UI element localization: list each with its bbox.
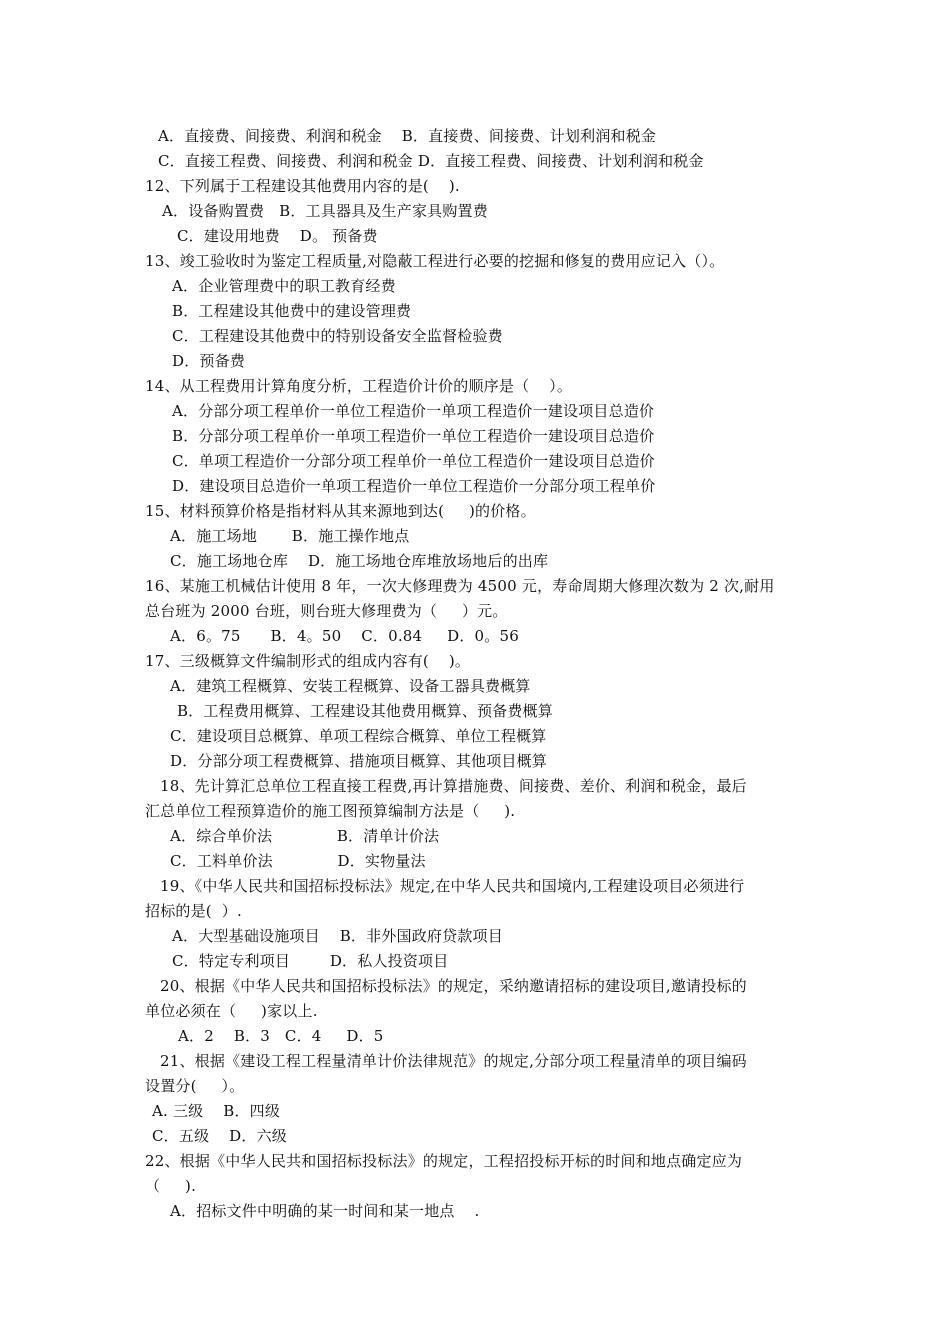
option-line-19cd: C．特定专利项目 D．私人投资项目 [172,952,449,970]
question-15: 15、材料预算价格是指材料从其来源地到达( )的价格。 [145,502,536,520]
question-20: 20、根据《中华人民共和国招标投标法》的规定，采纳邀请招标的建设项目,邀请投标的 [160,977,747,995]
option-14b: B．分部分项工程单价一单项工程造价一单位工程造价一建设项目总造价 [172,427,655,445]
question-12: 12、下列属于工程建设其他费用内容的是( ). [145,177,460,195]
question-19: 19、《中华人民共和国招标投标法》规定,在中华人民共和国境内,工程建设项目必须进行 [160,877,745,895]
option-line-18cd: C．工料单价法 D．实物量法 [170,852,426,870]
question-19-continued: 招标的是( ）. [145,902,242,920]
option-line-18ab: A．综合单价法 B．清单计价法 [170,827,440,845]
option-line-11ab: A．直接费、间接费、利润和税金 B．直接费、间接费、计划利润和税金 [158,127,657,145]
option-line-21ab: A. 三级 B．四级 [152,1102,281,1120]
option-line-21cd: C．五级 D．六级 [152,1127,287,1145]
option-13a: A．企业管理费中的职工教育经费 [172,277,396,295]
question-21: 21、根据《建设工程工程量清单计价法律规范》的规定,分部分项工程量清单的项目编码 [160,1052,747,1070]
question-17: 17、三级概算文件编制形式的组成内容有( )。 [145,652,471,670]
option-13c: C．工程建设其他费中的特别设备安全监督检验费 [172,327,503,345]
question-13: 13、竣工验收时为鉴定工程质量,对隐蔽工程进行必要的挖掘和修复的费用应记入（）。 [145,252,725,270]
question-14: 14、从工程费用计算角度分析，工程造价计价的顺序是（ ）。 [145,377,573,395]
option-line-19ab: A．大型基础设施项目 B．非外国政府贷款项目 [172,927,503,945]
option-line-15cd: C．施工场地仓库 D．施工场地仓库堆放场地后的出库 [170,552,549,570]
option-14a: A．分部分项工程单价一单位工程造价一单项工程造价一建设项目总造价 [172,402,655,420]
option-line-16: A．6。75 B．4。50 C．0.84 D．0。56 [170,627,519,645]
option-14d: D．建设项目总造价一单项工程造价一单位工程造价一分部分项工程单价 [172,477,656,495]
option-line-12cd: C．建设用地费 D。 预备费 [177,227,378,245]
question-20-continued: 单位必须在（ )家以上. [145,1002,318,1020]
question-18-continued: 汇总单位工程预算造价的施工图预算编制方法是（ ). [145,802,516,820]
option-line-15ab: A．施工场地 B．施工操作地点 [170,527,410,545]
question-21-continued: 设置分( ）。 [145,1077,245,1095]
option-line-12ab: A．设备购置费 B．工具器具及生产家具购置费 [162,202,488,220]
option-14c: C．单项工程造价一分部分项工程单价一单位工程造价一建设项目总造价 [172,452,655,470]
option-line-20: A．2 B．3 C．4 D．5 [178,1027,384,1045]
question-16: 16、某施工机械估计使用 8 年，一次大修理费为 4500 元，寿命周期大修理次数为 2 次,耐用 [145,577,775,595]
option-17d: D．分部分项工程费概算、措施项目概算、其他项目概算 [170,752,548,770]
question-18: 18、先计算汇总单位工程直接工程费,再计算措施费、间接费、差价、利润和税金，最后 [160,777,747,795]
option-13b: B．工程建设其他费中的建设管理费 [172,302,412,320]
option-22a: A．招标文件中明确的某一时间和某一地点 . [170,1202,480,1220]
option-17b: B．工程费用概算、工程建设其他费用概算、预备费概算 [177,702,554,720]
option-line-11cd: C．直接工程费、间接费、利润和税金 D．直接工程费、间接费、计划利润和税金 [158,152,704,170]
question-16-continued: 总台班为 2000 台班，则台班大修理费为（ ）元。 [145,602,508,620]
question-22-continued: （ ). [145,1177,197,1195]
option-17c: C．建设项目总概算、单项工程综合概算、单位工程概算 [170,727,547,745]
question-22: 22、根据《中华人民共和国招标投标法》的规定，工程招投标开标的时间和地点确定应为 [145,1152,743,1170]
option-17a: A．建筑工程概算、安装工程概算、设备工器具费概算 [170,677,531,695]
option-13d: D．预备费 [172,352,246,370]
